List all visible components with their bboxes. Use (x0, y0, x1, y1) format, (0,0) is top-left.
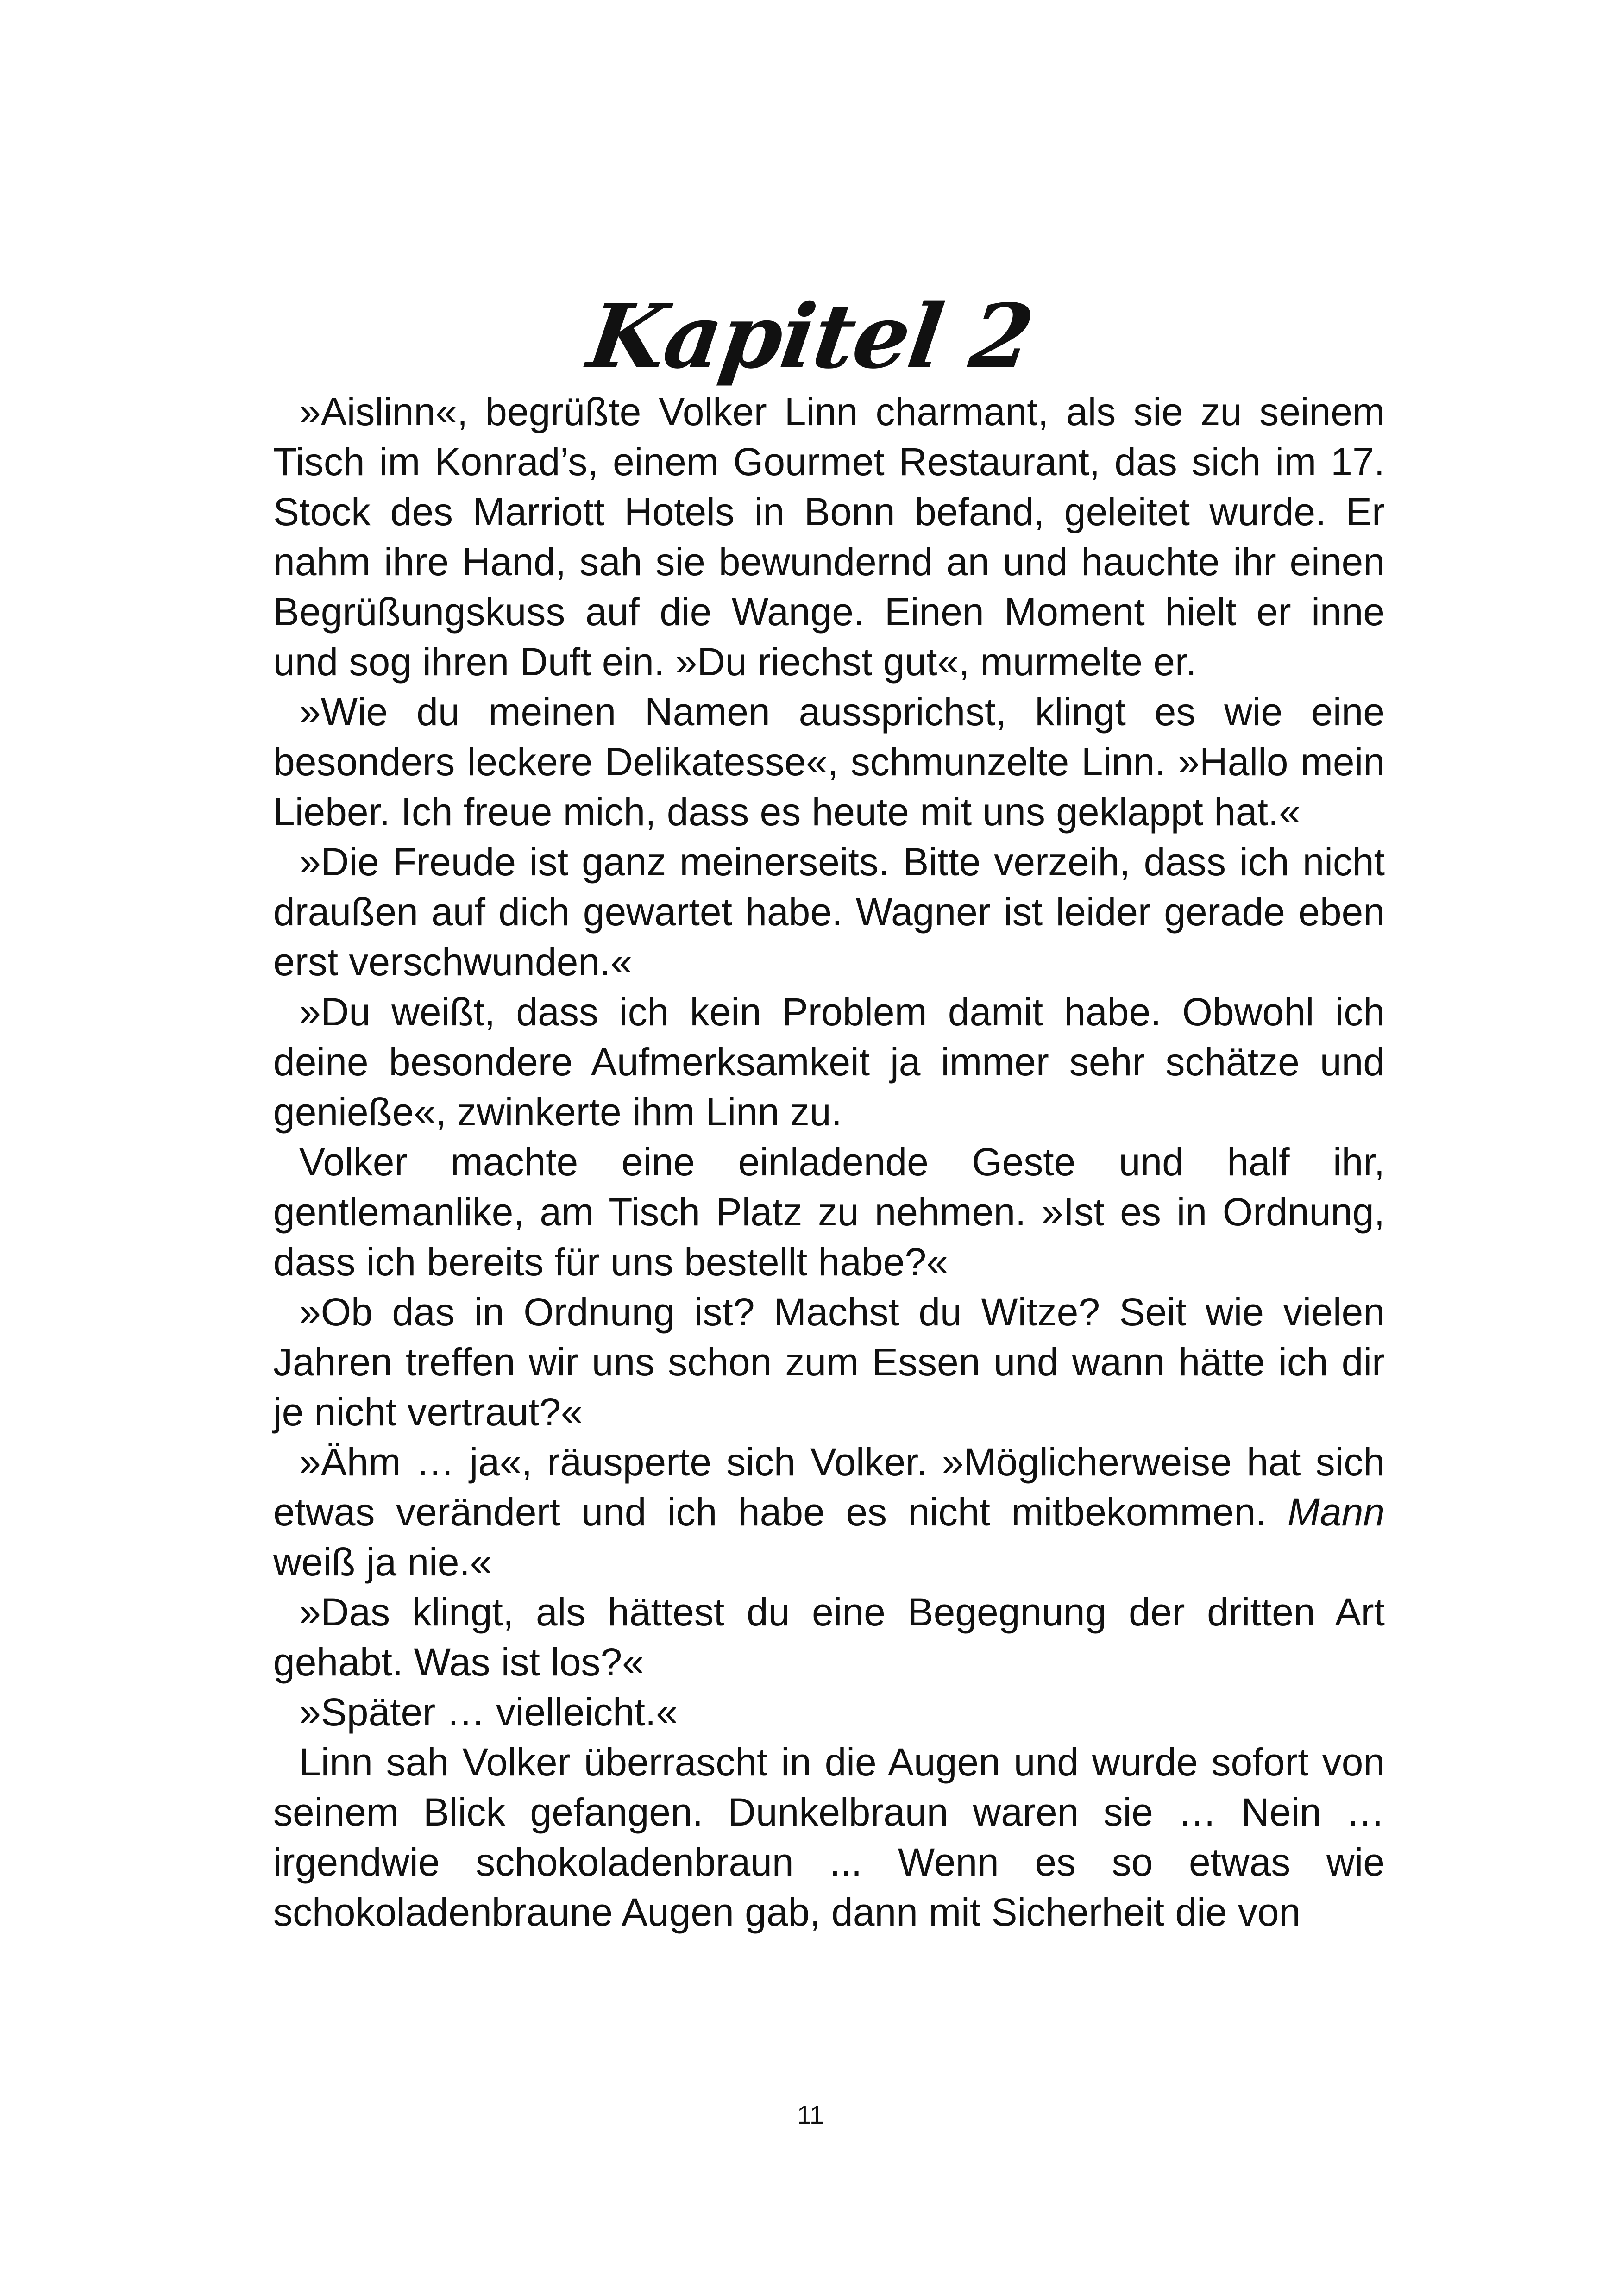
page-number: 11 (797, 2100, 824, 2129)
paragraph-7-part-1: »Ähm … ja«, räusperte sich Volker. »Möglicherweise hat sich etwas verändert und ich habe es nicht mitbekommen. (273, 1440, 1385, 1534)
paragraph-1: »Aislinn«, begrüßte Volker Linn charmant, als sie zu seinem Tisch im Konrad’s, einem Gourmet Restaurant, das sich im 17. Stock des Marriott Hotels in Bonn befand, geleitet wurde. Er nahm ihre Hand, sah sie bewundernd an und hauchte ihr einen Begrüßungskuss auf die Wange. Einen Moment hielt er inne und sog ihren Duft ein. »Du riechst gut«, murmelte er. (273, 390, 1385, 684)
paragraph-10: Linn sah Volker überrascht in die Augen und wurde sofort von seinem Blick gefangen. Dunkelbraun waren sie … Nein … irgendwie schokoladenbraun ... Wenn es so etwas wie schokoladenbraune Augen gab, dann mit Sicherheit die von (273, 1740, 1385, 1934)
paragraph-4: »Du weißt, dass ich kein Problem damit habe. Obwohl ich deine besondere Aufmerksamkeit ja immer sehr schätze und genieße«, zwinkerte ihm Linn zu. (273, 990, 1385, 1134)
chapter-title: Kapitel 2 (582, 285, 1039, 389)
emphasized-word: Mann (1287, 1490, 1385, 1534)
paragraph-7 (273, 1437, 1385, 1587)
paragraph-3: »Die Freude ist ganz meinerseits. Bitte verzeih, dass ich nicht draußen auf dich gewartet habe. Wagner ist leider gerade eben erst verschwunden.« (273, 840, 1385, 984)
paragraph-2: »Wie du meinen Namen aussprichst, klingt es wie eine besonders leckere Delikatesse«, schmunzelte Linn. »Hallo mein Lieber. Ich freue mich, dass es heute mit uns geklappt hat.« (273, 690, 1385, 834)
paragraph-9: »Später … vielleicht.« (299, 1690, 678, 1734)
paragraph-7-part-2: weiß ja nie.« (273, 1540, 492, 1584)
paragraph-8: »Das klingt, als hättest du eine Begegnung der dritten Art gehabt. Was ist los?« (273, 1590, 1385, 1684)
paragraph-5: Volker machte eine einladende Geste und half ihr, gentlemanlike, am Tisch Platz zu nehmen. »Ist es in Ordnung, dass ich bereits für uns bestellt habe?« (273, 1140, 1385, 1284)
chapter-body (273, 387, 1385, 1937)
paragraph-6: »Ob das in Ordnung ist? Machst du Witze? Seit wie vielen Jahren treffen wir uns schon zum Essen und wann hätte ich dir je nicht vertraut?« (273, 1290, 1385, 1434)
